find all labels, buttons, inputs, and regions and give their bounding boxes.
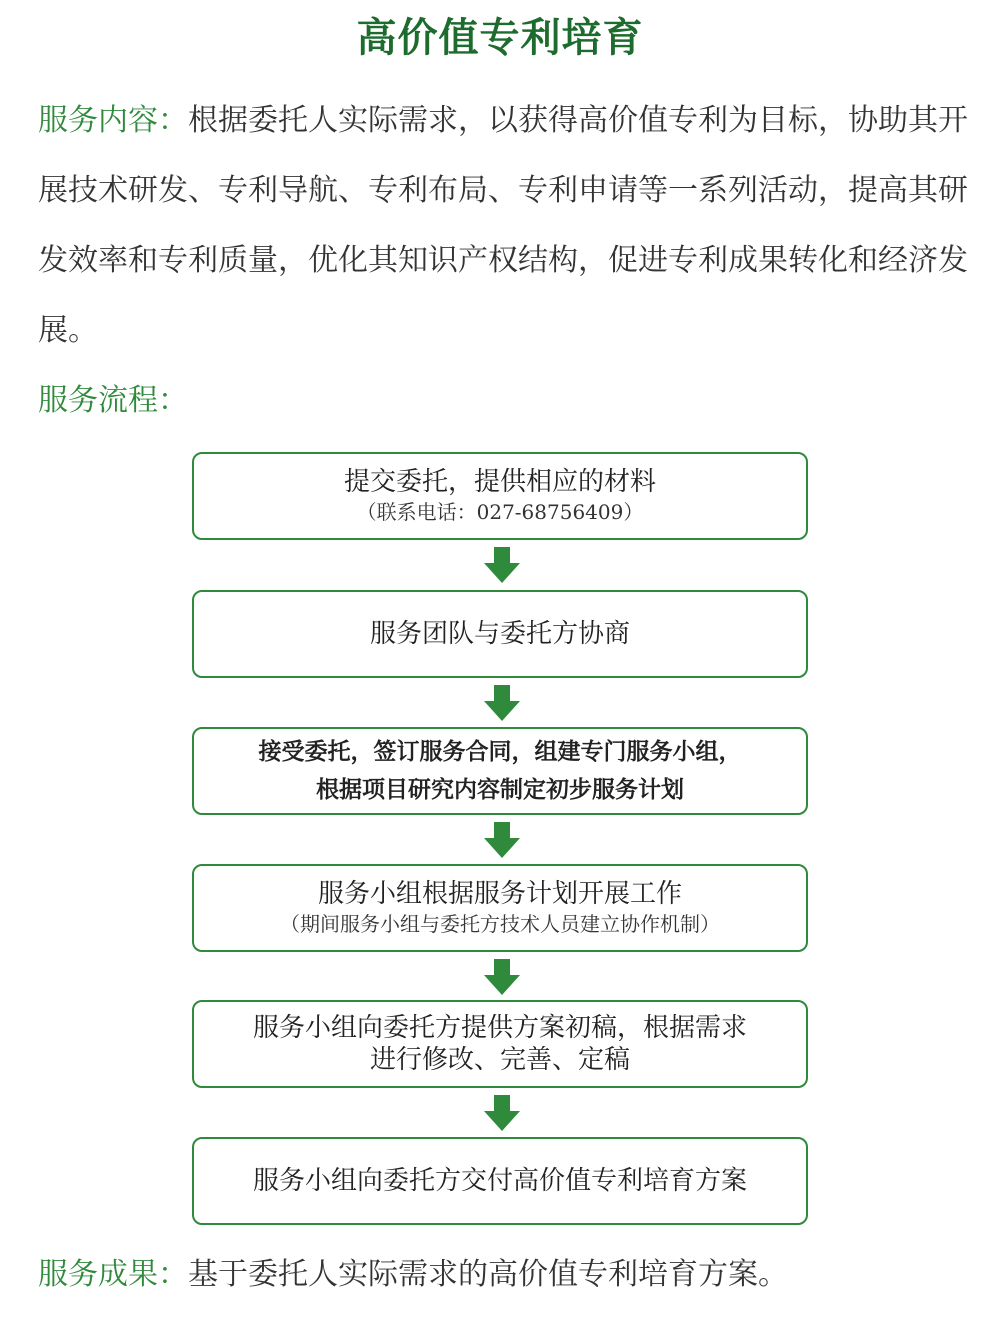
- flow-step-1-note: （联系电话：027-68756409）: [356, 500, 644, 524]
- flow-step-1: [192, 452, 808, 540]
- flow-step-5-line2: 进行修改、完善、定稿: [369, 1045, 630, 1075]
- service-result-paragraph: [38, 1240, 968, 1310]
- flow-step-5-line1: 服务小组向委托方提供方案初稿，根据需求: [252, 1013, 747, 1043]
- service-content-paragraph: [38, 86, 968, 366]
- flow-step-4: [192, 864, 808, 952]
- flow-step-6: [192, 1137, 808, 1225]
- service-flow-label: 服务流程：: [38, 383, 188, 418]
- page-title: 高价值专利培育: [356, 15, 644, 61]
- down-arrow-icon: [482, 957, 522, 997]
- flow-step-1-title: 提交委托，提供相应的材料: [343, 467, 656, 497]
- flow-step-3: [192, 727, 808, 815]
- service-content-label: 服务内容：: [38, 103, 188, 138]
- down-arrow-icon: [482, 820, 522, 860]
- flow-step-4-note: （期间服务小组与委托方技术人员建立协作机制）: [280, 912, 720, 936]
- flow-step-3-line1: 接受委托，签订服务合同，组建专门服务小组，: [258, 738, 742, 765]
- flow-step-2: [192, 590, 808, 678]
- down-arrow-icon: [482, 545, 522, 585]
- service-result-text: 基于委托人实际需求的高价值专利培育方案。: [188, 1257, 788, 1292]
- service-content-text: 根据委托人实际需求，以获得高价值专利为目标，协助其开展技术研发、专利导航、专利布局、专利申请等一系列活动，提高其研发效率和专利质量，优化其知识产权结构，促进专利成果转化和经济发展。: [38, 103, 968, 348]
- flow-step-3-line2: 根据项目研究内容制定初步服务计划: [316, 776, 684, 803]
- flow-step-6-title: 服务小组向委托方交付高价值专利培育方案: [252, 1166, 747, 1196]
- flow-step-2-title: 服务团队与委托方协商: [369, 619, 630, 649]
- flow-step-5: [192, 1000, 808, 1088]
- service-result-label: 服务成果：: [38, 1257, 188, 1292]
- down-arrow-icon: [482, 683, 522, 723]
- flow-step-4-title: 服务小组根据服务计划开展工作: [317, 879, 682, 909]
- down-arrow-icon: [482, 1093, 522, 1133]
